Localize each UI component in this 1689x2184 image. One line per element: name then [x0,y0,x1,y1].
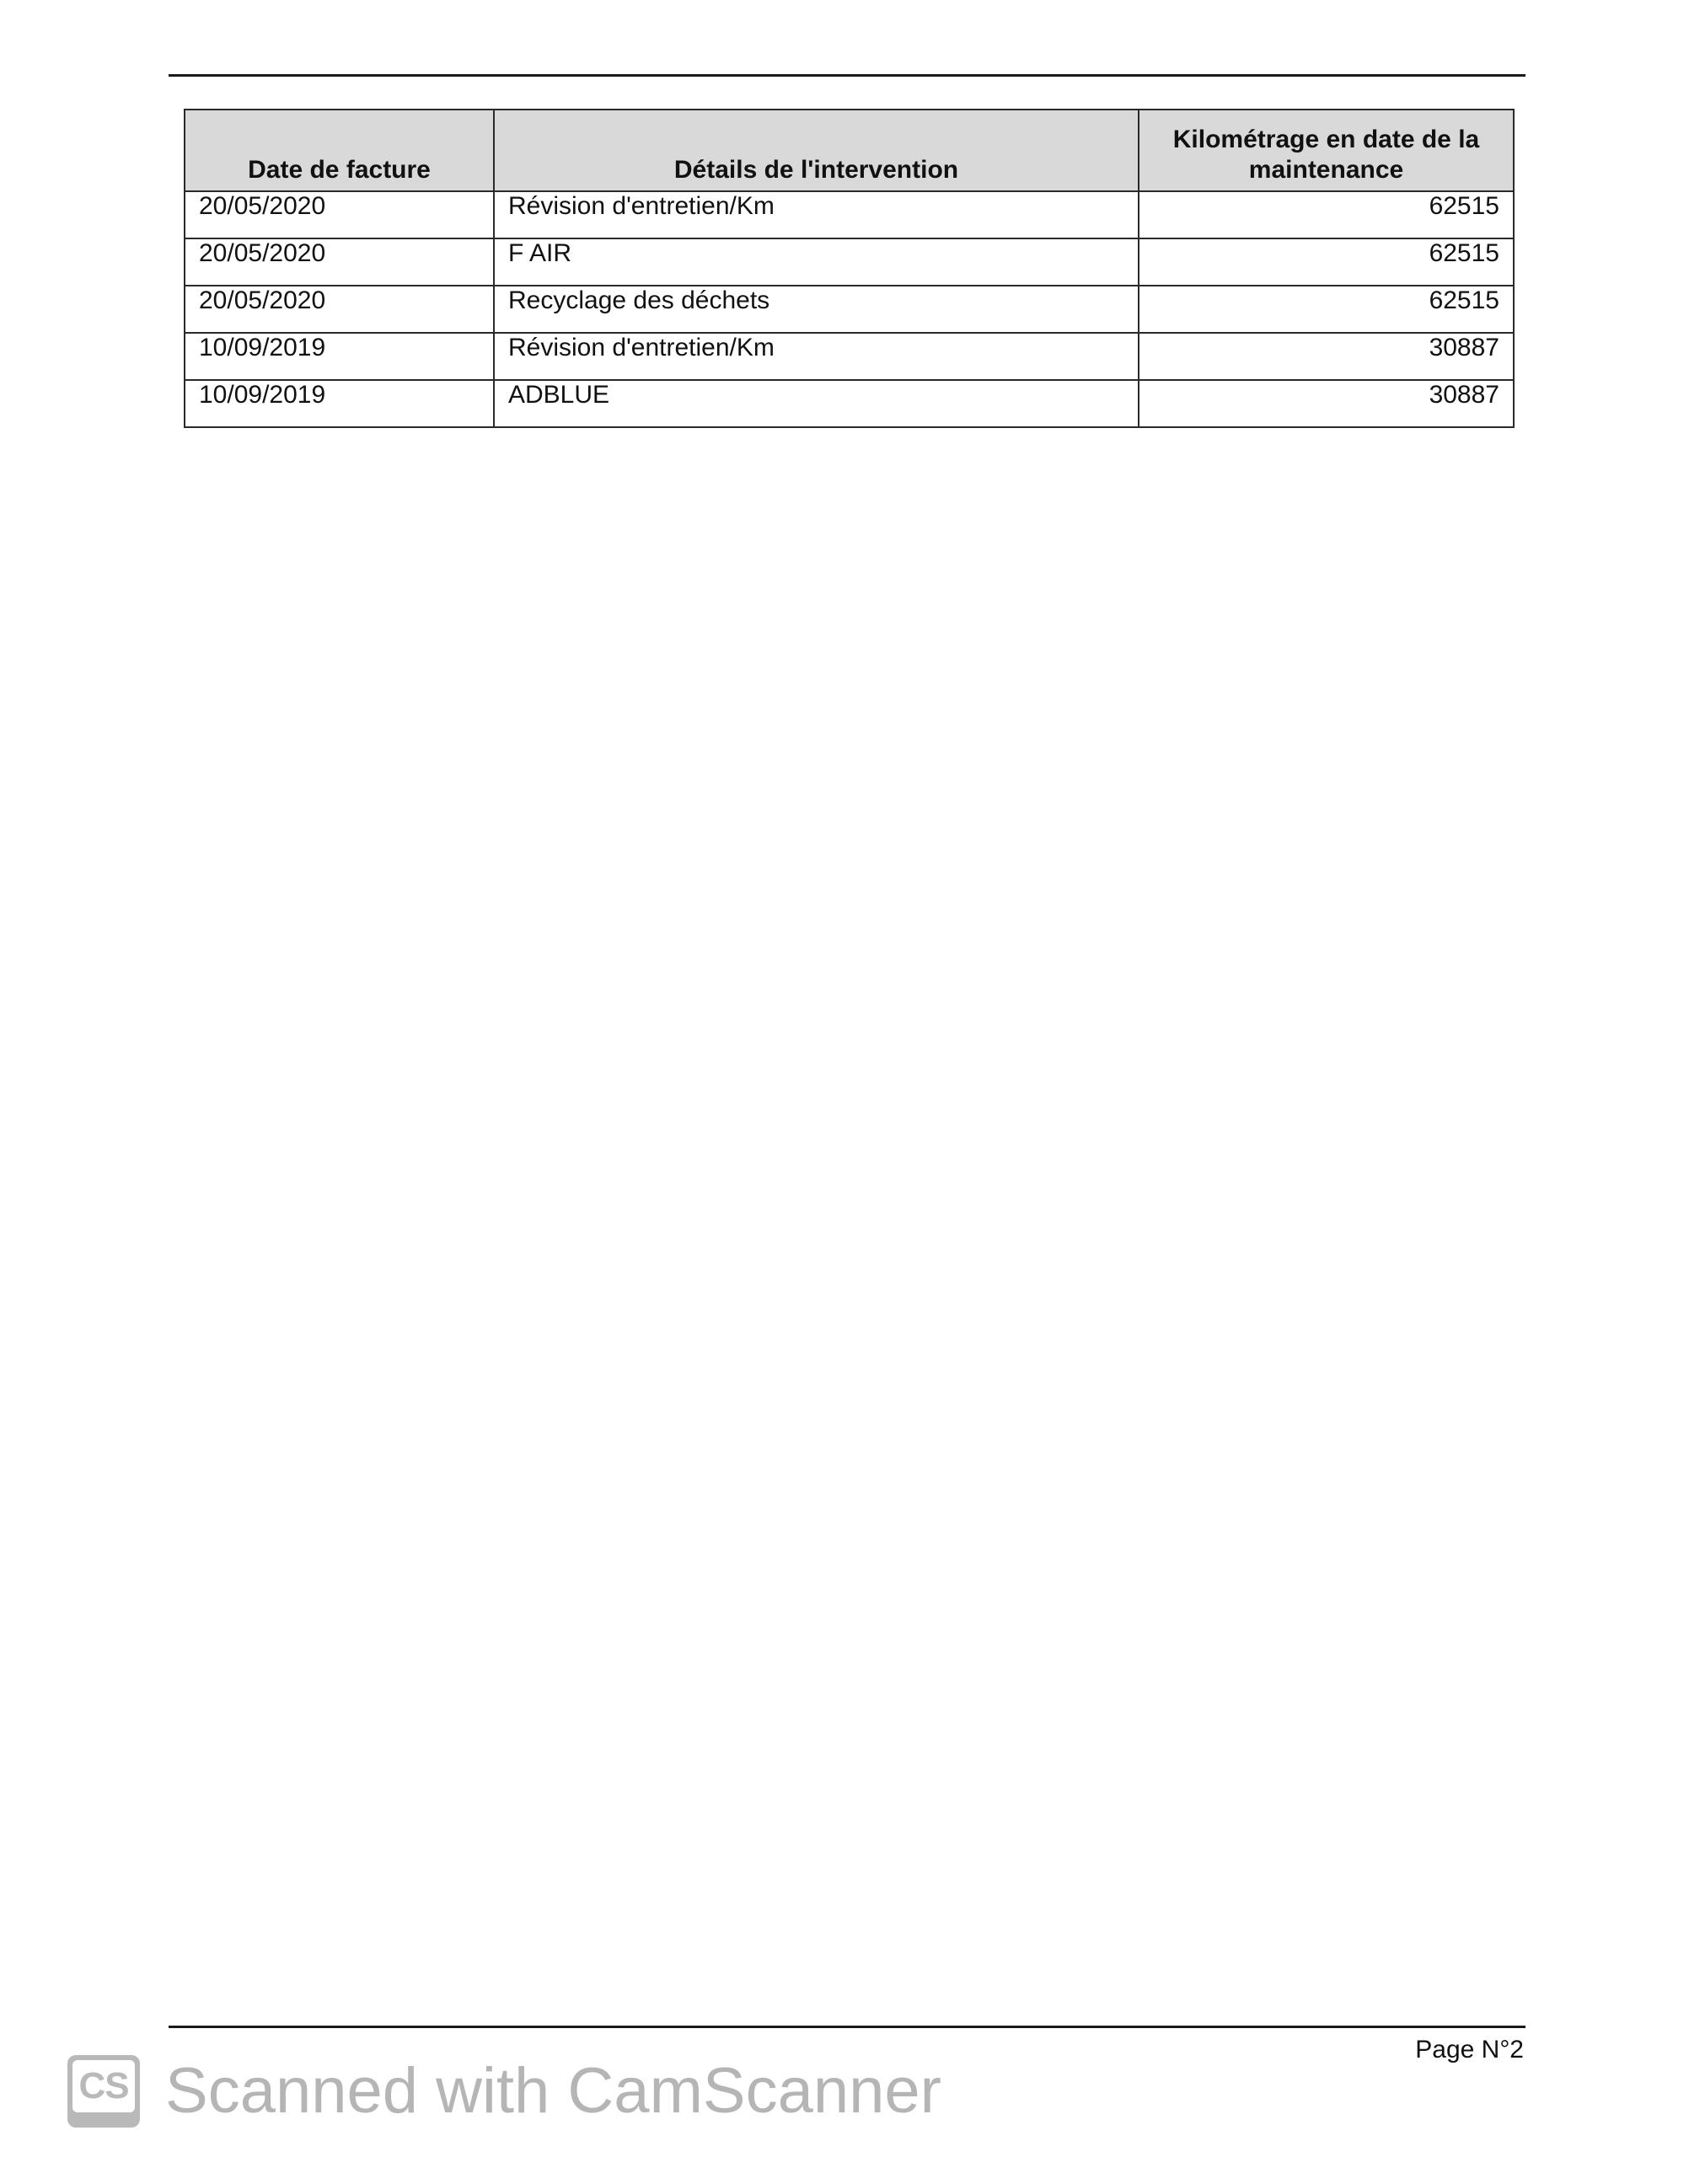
camscanner-logo-text: CS [78,2065,129,2106]
header-rule [169,74,1525,77]
header-km-line1: Kilométrage en date de la [1172,126,1480,153]
header-km-line2: maintenance [1248,156,1404,184]
cell-details: Révision d'entretien/Km [494,333,1139,380]
cell-km: 62515 [1139,191,1514,238]
header-date: Date de facture [185,110,494,191]
header-km [1139,110,1514,191]
header-details: Détails de l'intervention [494,110,1139,191]
cell-date: 10/09/2019 [185,333,494,380]
cell-km: 30887 [1139,380,1514,427]
camscanner-logo-face [72,2060,135,2112]
table-row [185,238,1514,286]
cell-date: 10/09/2019 [185,380,494,427]
cell-details: Révision d'entretien/Km [494,191,1139,238]
cell-details: F AIR [494,238,1139,286]
camscanner-watermark [67,2053,941,2130]
table-row [185,191,1514,238]
cell-km: 62515 [1139,238,1514,286]
watermark-text: Scanned with CamScanner [165,2055,941,2127]
footer-rule [169,2026,1525,2028]
page-number: Page N°2 [1415,2036,1524,2064]
table-header-row [185,110,1514,191]
cell-km: 62515 [1139,286,1514,333]
table-row [185,380,1514,427]
table-row [185,333,1514,380]
table-row [185,286,1514,333]
cell-date: 20/05/2020 [185,238,494,286]
cell-details: Recyclage des déchets [494,286,1139,333]
cell-date: 20/05/2020 [185,191,494,238]
cell-km: 30887 [1139,333,1514,380]
maintenance-table [184,109,1515,428]
cell-date: 20/05/2020 [185,286,494,333]
cell-details: ADBLUE [494,380,1139,427]
camscanner-logo-icon [67,2055,140,2128]
